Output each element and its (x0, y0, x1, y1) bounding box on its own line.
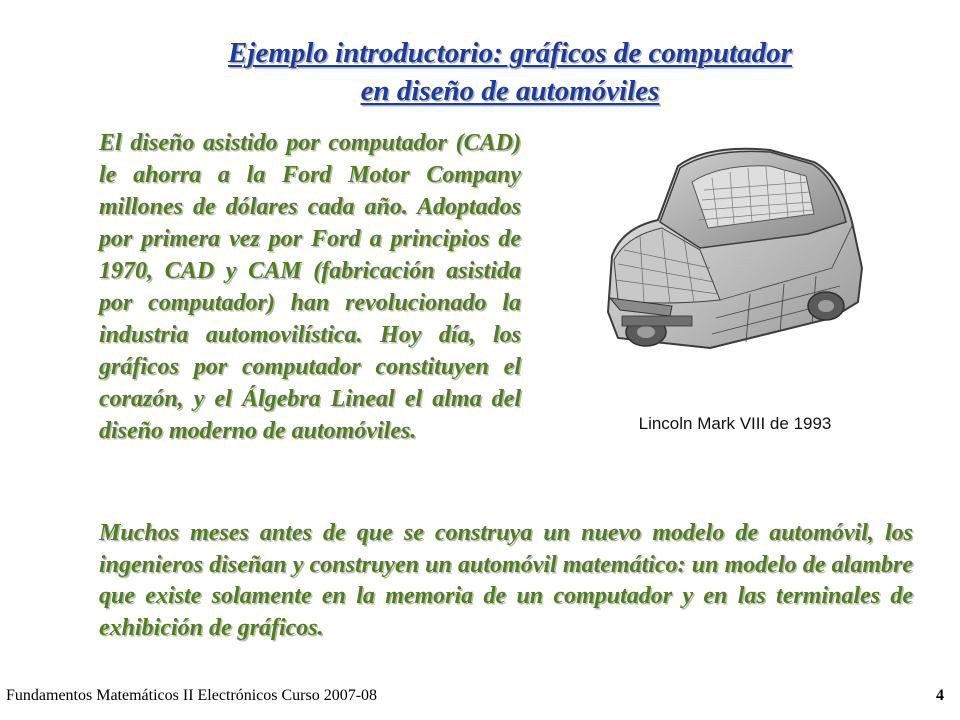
wireframe-car-icon (600, 130, 870, 365)
title-line-2: en diseño de automóviles (360, 75, 660, 107)
title-line-1: Ejemplo introductorio: gráficos de computador (228, 37, 792, 69)
image-caption: Lincoln Mark VIII de 1993 (638, 414, 832, 433)
intro-paragraph: El diseño asistido por computador (CAD) le ahorra a la Ford Motor Company millones de dólares cada año. Adoptados por primera vez por Ford a principios de 1970, CAD y CAM (fabricación asistida por computador) han revolucionado la industria automovilística. Hoy día, los gráficos por computador constituyen el corazón, y el Álgebra Lineal el alma del diseño moderno de automóviles. (99, 130, 521, 444)
slide-title (150, 34, 870, 110)
page-number: 4 (936, 687, 944, 704)
footer-course: Fundamentos Matemáticos II Electrónicos Curso 2007-08 (6, 687, 378, 704)
body-paragraph: Muchos meses antes de que se construya un nuevo modelo de automóvil, los ingenieros diseñan y construyen un automóvil matemático: un modelo de alambre que existe solamente en la memoria de un computador y en las terminales de exhibición de gráficos. (99, 520, 913, 641)
